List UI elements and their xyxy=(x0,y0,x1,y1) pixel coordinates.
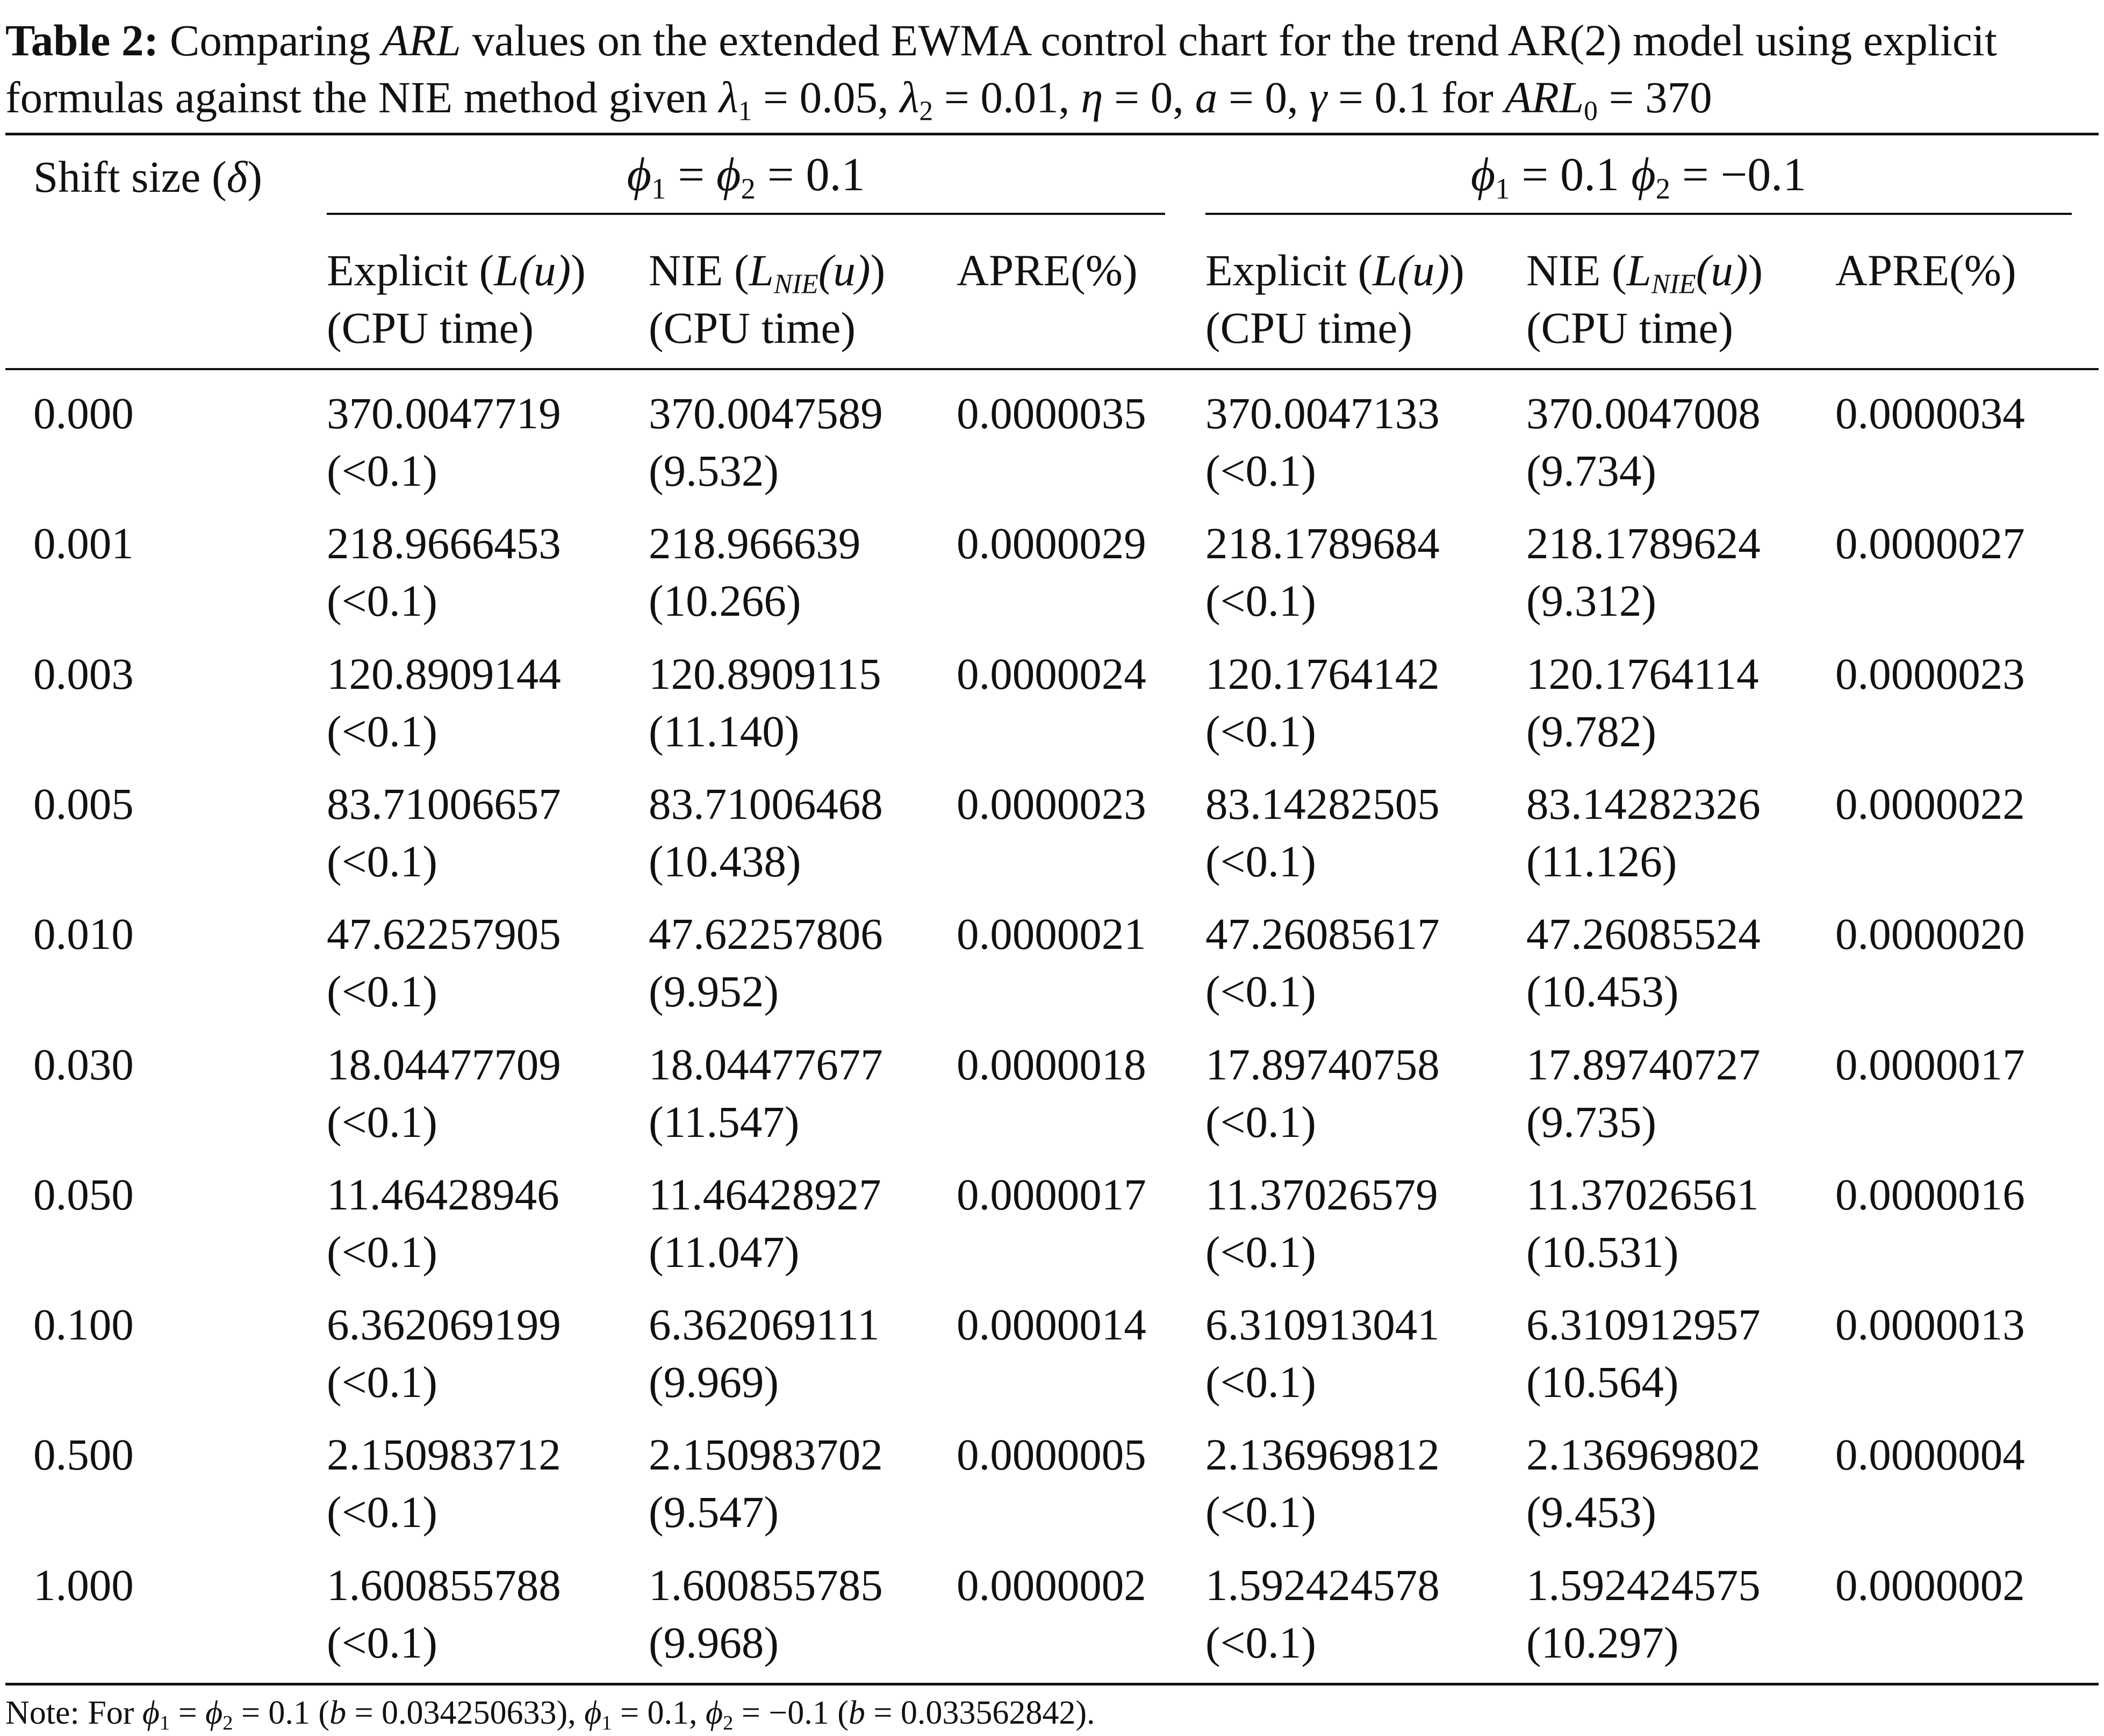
table-caption xyxy=(5,12,2096,126)
caption-label: Table 2: xyxy=(5,16,159,65)
header-explicit-1 xyxy=(327,242,586,357)
cell-cpu-time: (10.564) xyxy=(1526,1357,1679,1407)
cell-value: 11.37026561 xyxy=(1526,1170,1759,1219)
header-symbol: (u) xyxy=(1696,246,1748,295)
caption-text: Comparing xyxy=(159,16,382,65)
cell-value: 83.14282505 xyxy=(1205,779,1440,829)
cell-explicit-2 xyxy=(1205,775,1440,890)
cell-value: 1.600855785 xyxy=(649,1560,883,1610)
cell-nie-2 xyxy=(1526,645,1759,760)
cell-cpu-time: (<0.1) xyxy=(1205,576,1316,625)
cell-cpu-time: (<0.1) xyxy=(1205,1618,1316,1667)
header-symbol: ϕ xyxy=(1470,149,1496,201)
cell-apre-1 xyxy=(957,1296,1146,1353)
cell-nie-2 xyxy=(1526,775,1761,890)
cell-shift xyxy=(33,1166,134,1223)
cell-cpu-time: (10.266) xyxy=(649,576,801,625)
header-text: ) xyxy=(1748,246,1763,295)
caption-text: values on the extended EWMA control chart for the trend AR(2) model using explicit xyxy=(461,16,1997,65)
cell-apre-1 xyxy=(957,385,1146,442)
note-symbol: b xyxy=(848,1695,865,1731)
cell-value: 6.310912957 xyxy=(1526,1300,1761,1349)
cell-shift xyxy=(33,385,134,442)
cell-explicit-1 xyxy=(327,1036,561,1151)
caption-text: = 0.01, xyxy=(933,73,1081,122)
cell-explicit-1 xyxy=(327,905,561,1020)
cell-value: 1.592424575 xyxy=(1526,1560,1761,1610)
cell-value: 218.1789684 xyxy=(1205,518,1440,568)
caption-symbol: η xyxy=(1081,73,1103,122)
cell-nie-2 xyxy=(1526,1166,1759,1281)
cell-explicit-2 xyxy=(1205,1036,1440,1151)
note-symbol: b xyxy=(329,1695,347,1731)
cell-value: 47.26085524 xyxy=(1526,909,1761,959)
caption-arl: ARL xyxy=(382,16,461,65)
cell-cpu-time: (9.532) xyxy=(649,446,779,495)
cell-cpu-time: (11.047) xyxy=(649,1227,800,1277)
caption-symbol: ARL xyxy=(1504,73,1584,122)
cell-apre-1 xyxy=(957,1036,1146,1093)
cell-apre-2 xyxy=(1835,1166,2025,1223)
cell-value: 0.0000013 xyxy=(1835,1300,2025,1349)
cell-nie-2 xyxy=(1526,515,1761,630)
cell-value: 0.0000024 xyxy=(957,649,1146,698)
note-symbol: ϕ xyxy=(205,1695,223,1731)
note-text: = 0.033562842). xyxy=(865,1695,1095,1731)
header-symbol: ϕ xyxy=(627,149,652,201)
header-text: = xyxy=(666,149,716,201)
cell-cpu-time: (10.453) xyxy=(1526,967,1679,1016)
note-text: = xyxy=(170,1695,206,1731)
cell-explicit-1 xyxy=(327,1426,561,1541)
cell-cpu-time: (<0.1) xyxy=(1205,1097,1316,1147)
header-nie-1 xyxy=(649,242,885,357)
header-shift-size xyxy=(33,148,262,206)
cell-apre-2 xyxy=(1835,1557,2025,1614)
header-apre-2 xyxy=(1835,242,2016,299)
cell-cpu-time: (9.782) xyxy=(1526,707,1657,756)
cell-value: 6.362069111 xyxy=(649,1300,880,1349)
cell-cpu-time: (<0.1) xyxy=(327,1227,437,1277)
cell-apre-2 xyxy=(1835,385,2025,442)
note-text: = 0.1, xyxy=(612,1695,706,1731)
cell-cpu-time: (9.969) xyxy=(649,1357,779,1407)
cell-value: 0.100 xyxy=(33,1300,134,1349)
note-sub: 2 xyxy=(723,1711,734,1734)
cell-nie-1 xyxy=(649,1426,883,1541)
note-text: Note: For xyxy=(5,1695,142,1731)
cell-apre-2 xyxy=(1835,1036,2025,1093)
header-sub: 2 xyxy=(1655,172,1671,205)
header-bottom-rule xyxy=(5,368,2099,370)
cell-value: 218.9666453 xyxy=(327,518,561,568)
cell-value: 0.0000035 xyxy=(957,388,1146,438)
cell-value: 47.26085617 xyxy=(1205,909,1440,959)
cell-cpu-time: (<0.1) xyxy=(1205,446,1316,495)
cell-cpu-time: (<0.1) xyxy=(1205,967,1316,1016)
header-explicit-2 xyxy=(1205,242,1464,357)
group-1-rule xyxy=(327,213,1165,215)
cell-value: 11.46428927 xyxy=(649,1170,881,1219)
note-text: = 0.1 ( xyxy=(233,1695,330,1731)
caption-line-2 xyxy=(5,69,2096,126)
cell-shift xyxy=(33,1036,134,1093)
header-text: ) xyxy=(870,246,886,295)
cell-nie-1 xyxy=(649,905,883,1020)
cell-apre-2 xyxy=(1835,775,2025,833)
cell-cpu-time: (<0.1) xyxy=(327,967,437,1016)
cell-value: 0.0000018 xyxy=(957,1040,1146,1089)
cell-shift xyxy=(33,515,134,572)
cell-nie-1 xyxy=(649,1036,883,1151)
cell-cpu-time: (11.140) xyxy=(649,707,800,756)
caption-sub: 2 xyxy=(919,96,933,127)
caption-text: = 370 xyxy=(1597,73,1712,122)
cell-cpu-time: (<0.1) xyxy=(1205,1227,1316,1277)
cell-value: 120.1764114 xyxy=(1526,649,1759,698)
caption-text: formulas against the NIE method given xyxy=(5,73,719,122)
header-symbol: L xyxy=(494,246,519,295)
cell-value: 47.62257905 xyxy=(327,909,561,959)
cell-apre-1 xyxy=(957,645,1146,703)
header-symbol: (u) xyxy=(1397,246,1450,295)
cell-value: 0.0000002 xyxy=(1835,1560,2025,1610)
cell-shift xyxy=(33,1296,134,1353)
header-text: ) xyxy=(247,152,262,201)
cell-value: 0.010 xyxy=(33,909,134,959)
cell-value: 0.003 xyxy=(33,649,134,698)
header-cpu: (CPU time) xyxy=(649,303,856,352)
cell-value: 2.136969802 xyxy=(1526,1430,1761,1479)
cell-explicit-2 xyxy=(1205,515,1440,630)
cell-explicit-1 xyxy=(327,385,561,500)
cell-nie-1 xyxy=(649,515,860,630)
header-text: Explicit ( xyxy=(327,246,494,295)
cell-explicit-2 xyxy=(1205,1166,1438,1281)
cell-value: 0.0000022 xyxy=(1835,779,2025,829)
cell-explicit-2 xyxy=(1205,385,1440,500)
header-symbol: L xyxy=(749,246,774,295)
group-2-rule xyxy=(1205,213,2072,215)
cell-cpu-time: (9.952) xyxy=(649,967,779,1016)
cell-cpu-time: (9.968) xyxy=(649,1618,779,1667)
cell-value: 6.362069199 xyxy=(327,1300,561,1349)
cell-explicit-2 xyxy=(1205,1296,1440,1411)
caption-sub: 1 xyxy=(738,96,752,127)
cell-apre-2 xyxy=(1835,1426,2025,1483)
cell-value: 218.966639 xyxy=(649,518,861,568)
cell-value: 0.005 xyxy=(33,779,134,829)
cell-value: 0.001 xyxy=(33,518,134,568)
cell-cpu-time: (10.531) xyxy=(1526,1227,1679,1277)
header-group-1 xyxy=(327,148,1165,205)
cell-value: 0.0000029 xyxy=(957,518,1146,568)
cell-value: 0.0000027 xyxy=(1835,518,2025,568)
cell-cpu-time: (11.547) xyxy=(649,1097,800,1147)
cell-value: 83.71006468 xyxy=(649,779,883,829)
cell-cpu-time: (<0.1) xyxy=(327,1618,437,1667)
header-sub: NIE xyxy=(773,269,818,300)
header-apre: APRE(%) xyxy=(1835,246,2016,295)
cell-cpu-time: (9.734) xyxy=(1526,446,1657,495)
cell-value: 0.0000014 xyxy=(957,1300,1146,1349)
header-text: = −0.1 xyxy=(1670,149,1807,201)
cell-explicit-1 xyxy=(327,1557,561,1672)
cell-explicit-2 xyxy=(1205,1426,1440,1541)
cell-value: 0.0000023 xyxy=(1835,649,2025,698)
cell-value: 0.0000017 xyxy=(957,1170,1146,1219)
cell-apre-2 xyxy=(1835,515,2025,572)
header-cpu: (CPU time) xyxy=(1205,303,1413,352)
cell-value: 0.000 xyxy=(33,388,134,438)
note-sub: 2 xyxy=(222,1711,233,1734)
cell-cpu-time: (<0.1) xyxy=(1205,707,1316,756)
cell-value: 218.1789624 xyxy=(1526,518,1761,568)
cell-explicit-2 xyxy=(1205,645,1440,760)
header-symbol: L xyxy=(1373,246,1398,295)
note-symbol: ϕ xyxy=(584,1695,602,1731)
cell-value: 370.0047133 xyxy=(1205,388,1440,438)
cell-apre-1 xyxy=(957,1426,1146,1483)
cell-value: 0.0000021 xyxy=(957,909,1146,959)
cell-nie-1 xyxy=(649,645,881,760)
cell-value: 18.04477709 xyxy=(327,1040,561,1089)
cell-value: 2.150983702 xyxy=(649,1430,883,1479)
cell-value: 1.000 xyxy=(33,1560,134,1610)
header-text: = 0.1 xyxy=(1510,149,1632,201)
cell-apre-2 xyxy=(1835,1296,2025,1353)
header-cpu: (CPU time) xyxy=(1526,303,1734,352)
note-symbol: ϕ xyxy=(706,1695,723,1731)
header-group-2 xyxy=(1205,148,2072,205)
cell-value: 0.050 xyxy=(33,1170,134,1219)
cell-apre-2 xyxy=(1835,645,2025,703)
header-apre: APRE(%) xyxy=(957,246,1138,295)
cell-value: 1.600855788 xyxy=(327,1560,561,1610)
header-symbol: ϕ xyxy=(1631,149,1656,201)
cell-nie-1 xyxy=(649,1166,881,1281)
cell-cpu-time: (<0.1) xyxy=(1205,1487,1316,1537)
cell-value: 83.71006657 xyxy=(327,779,561,829)
cell-value: 18.04477677 xyxy=(649,1040,883,1089)
cell-cpu-time: (<0.1) xyxy=(327,576,437,625)
cell-value: 0.0000005 xyxy=(957,1430,1146,1479)
note-text: = 0.034250633), xyxy=(346,1695,585,1731)
cell-value: 2.150983712 xyxy=(327,1430,561,1479)
cell-explicit-2 xyxy=(1205,905,1440,1020)
cell-apre-1 xyxy=(957,1166,1146,1223)
cell-value: 0.0000034 xyxy=(1835,388,2025,438)
caption-symbol: λ xyxy=(900,73,920,122)
cell-cpu-time: (<0.1) xyxy=(327,1097,437,1147)
table-top-rule xyxy=(5,133,2099,135)
header-sub: 2 xyxy=(741,172,756,205)
cell-cpu-time: (9.735) xyxy=(1526,1097,1657,1147)
caption-text: = 0.05, xyxy=(752,73,900,122)
cell-value: 83.14282326 xyxy=(1526,779,1761,829)
header-symbol: L xyxy=(1626,246,1651,295)
cell-cpu-time: (<0.1) xyxy=(327,1487,437,1537)
note-text: = −0.1 ( xyxy=(733,1695,849,1731)
cell-cpu-time: (9.312) xyxy=(1526,576,1657,625)
cell-value: 17.89740727 xyxy=(1526,1040,1761,1089)
caption-sub: 0 xyxy=(1584,96,1598,127)
header-text: NIE ( xyxy=(1526,246,1627,295)
header-text: NIE ( xyxy=(649,246,749,295)
cell-nie-2 xyxy=(1526,1426,1761,1541)
header-symbol: δ xyxy=(226,152,248,201)
cell-apre-1 xyxy=(957,515,1146,572)
cell-value: 120.8909144 xyxy=(327,649,561,698)
cell-value: 0.500 xyxy=(33,1430,134,1479)
caption-text: = 0, xyxy=(1103,73,1195,122)
header-symbol: (u) xyxy=(519,246,571,295)
table-bottom-rule xyxy=(5,1683,2099,1685)
cell-nie-1 xyxy=(649,385,883,500)
cell-value: 0.0000004 xyxy=(1835,1430,2025,1479)
cell-shift xyxy=(33,775,134,833)
cell-nie-1 xyxy=(649,1557,883,1672)
header-text: ) xyxy=(571,246,586,295)
header-symbol: ϕ xyxy=(716,149,741,201)
cell-cpu-time: (<0.1) xyxy=(1205,837,1316,886)
caption-symbol: a xyxy=(1195,73,1218,122)
cell-value: 370.0047719 xyxy=(327,388,561,438)
note-symbol: ϕ xyxy=(142,1695,160,1731)
cell-nie-2 xyxy=(1526,1036,1761,1151)
cell-value: 0.030 xyxy=(33,1040,134,1089)
cell-explicit-1 xyxy=(327,1166,559,1281)
cell-apre-2 xyxy=(1835,905,2025,963)
header-sub: 1 xyxy=(651,172,666,205)
cell-explicit-1 xyxy=(327,1296,561,1411)
cell-cpu-time: (<0.1) xyxy=(327,837,437,886)
cell-apre-1 xyxy=(957,775,1146,833)
header-symbol: (u) xyxy=(818,246,871,295)
note-sub: 1 xyxy=(159,1711,170,1734)
header-text: = 0.1 xyxy=(755,149,865,201)
cell-nie-2 xyxy=(1526,905,1761,1020)
cell-value: 0.0000023 xyxy=(957,779,1146,829)
cell-cpu-time: (10.438) xyxy=(649,837,801,886)
caption-symbol: λ xyxy=(719,73,738,122)
cell-value: 47.62257806 xyxy=(649,909,883,959)
header-sub: NIE xyxy=(1651,269,1696,300)
cell-nie-1 xyxy=(649,1296,880,1411)
cell-cpu-time: (<0.1) xyxy=(327,1357,437,1407)
cell-apre-1 xyxy=(957,905,1146,963)
cell-cpu-time: (<0.1) xyxy=(1205,1357,1316,1407)
cell-cpu-time: (<0.1) xyxy=(327,446,437,495)
cell-explicit-1 xyxy=(327,775,561,890)
cell-value: 0.0000002 xyxy=(957,1560,1146,1610)
cell-cpu-time: (9.453) xyxy=(1526,1487,1657,1537)
caption-symbol: γ xyxy=(1309,73,1327,122)
cell-value: 0.0000017 xyxy=(1835,1040,2025,1089)
cell-shift xyxy=(33,645,134,703)
cell-cpu-time: (10.297) xyxy=(1526,1618,1679,1667)
cell-explicit-2 xyxy=(1205,1557,1440,1672)
cell-nie-2 xyxy=(1526,1557,1761,1672)
cell-shift xyxy=(33,1426,134,1483)
header-apre-1 xyxy=(957,242,1138,299)
cell-value: 2.136969812 xyxy=(1205,1430,1440,1479)
cell-value: 120.8909115 xyxy=(649,649,881,698)
cell-nie-1 xyxy=(649,775,883,890)
cell-cpu-time: (<0.1) xyxy=(327,707,437,756)
cell-shift xyxy=(33,905,134,963)
note-sub: 1 xyxy=(601,1711,612,1734)
cell-value: 11.37026579 xyxy=(1205,1170,1438,1219)
cell-value: 0.0000016 xyxy=(1835,1170,2025,1219)
caption-text: = 0.1 for xyxy=(1327,73,1505,122)
table-note xyxy=(5,1691,1095,1734)
cell-explicit-1 xyxy=(327,515,561,630)
cell-value: 370.0047008 xyxy=(1526,388,1761,438)
cell-value: 11.46428946 xyxy=(327,1170,559,1219)
caption-line-1 xyxy=(5,12,2096,69)
header-text: Shift size ( xyxy=(33,152,227,201)
header-cpu: (CPU time) xyxy=(327,303,534,352)
header-nie-2 xyxy=(1526,242,1763,357)
cell-cpu-time: (11.126) xyxy=(1526,837,1677,886)
cell-value: 0.0000020 xyxy=(1835,909,2025,959)
header-text: ) xyxy=(1449,246,1464,295)
header-text: Explicit ( xyxy=(1205,246,1373,295)
cell-value: 120.1764142 xyxy=(1205,649,1440,698)
header-sub: 1 xyxy=(1495,172,1510,205)
cell-value: 370.0047589 xyxy=(649,388,883,438)
cell-cpu-time: (9.547) xyxy=(649,1487,779,1537)
cell-shift xyxy=(33,1557,134,1614)
cell-value: 1.592424578 xyxy=(1205,1560,1440,1610)
caption-text: = 0, xyxy=(1217,73,1310,122)
cell-explicit-1 xyxy=(327,645,561,760)
cell-nie-2 xyxy=(1526,1296,1761,1411)
cell-value: 17.89740758 xyxy=(1205,1040,1440,1089)
cell-value: 6.310913041 xyxy=(1205,1300,1440,1349)
cell-apre-1 xyxy=(957,1557,1146,1614)
cell-nie-2 xyxy=(1526,385,1761,500)
